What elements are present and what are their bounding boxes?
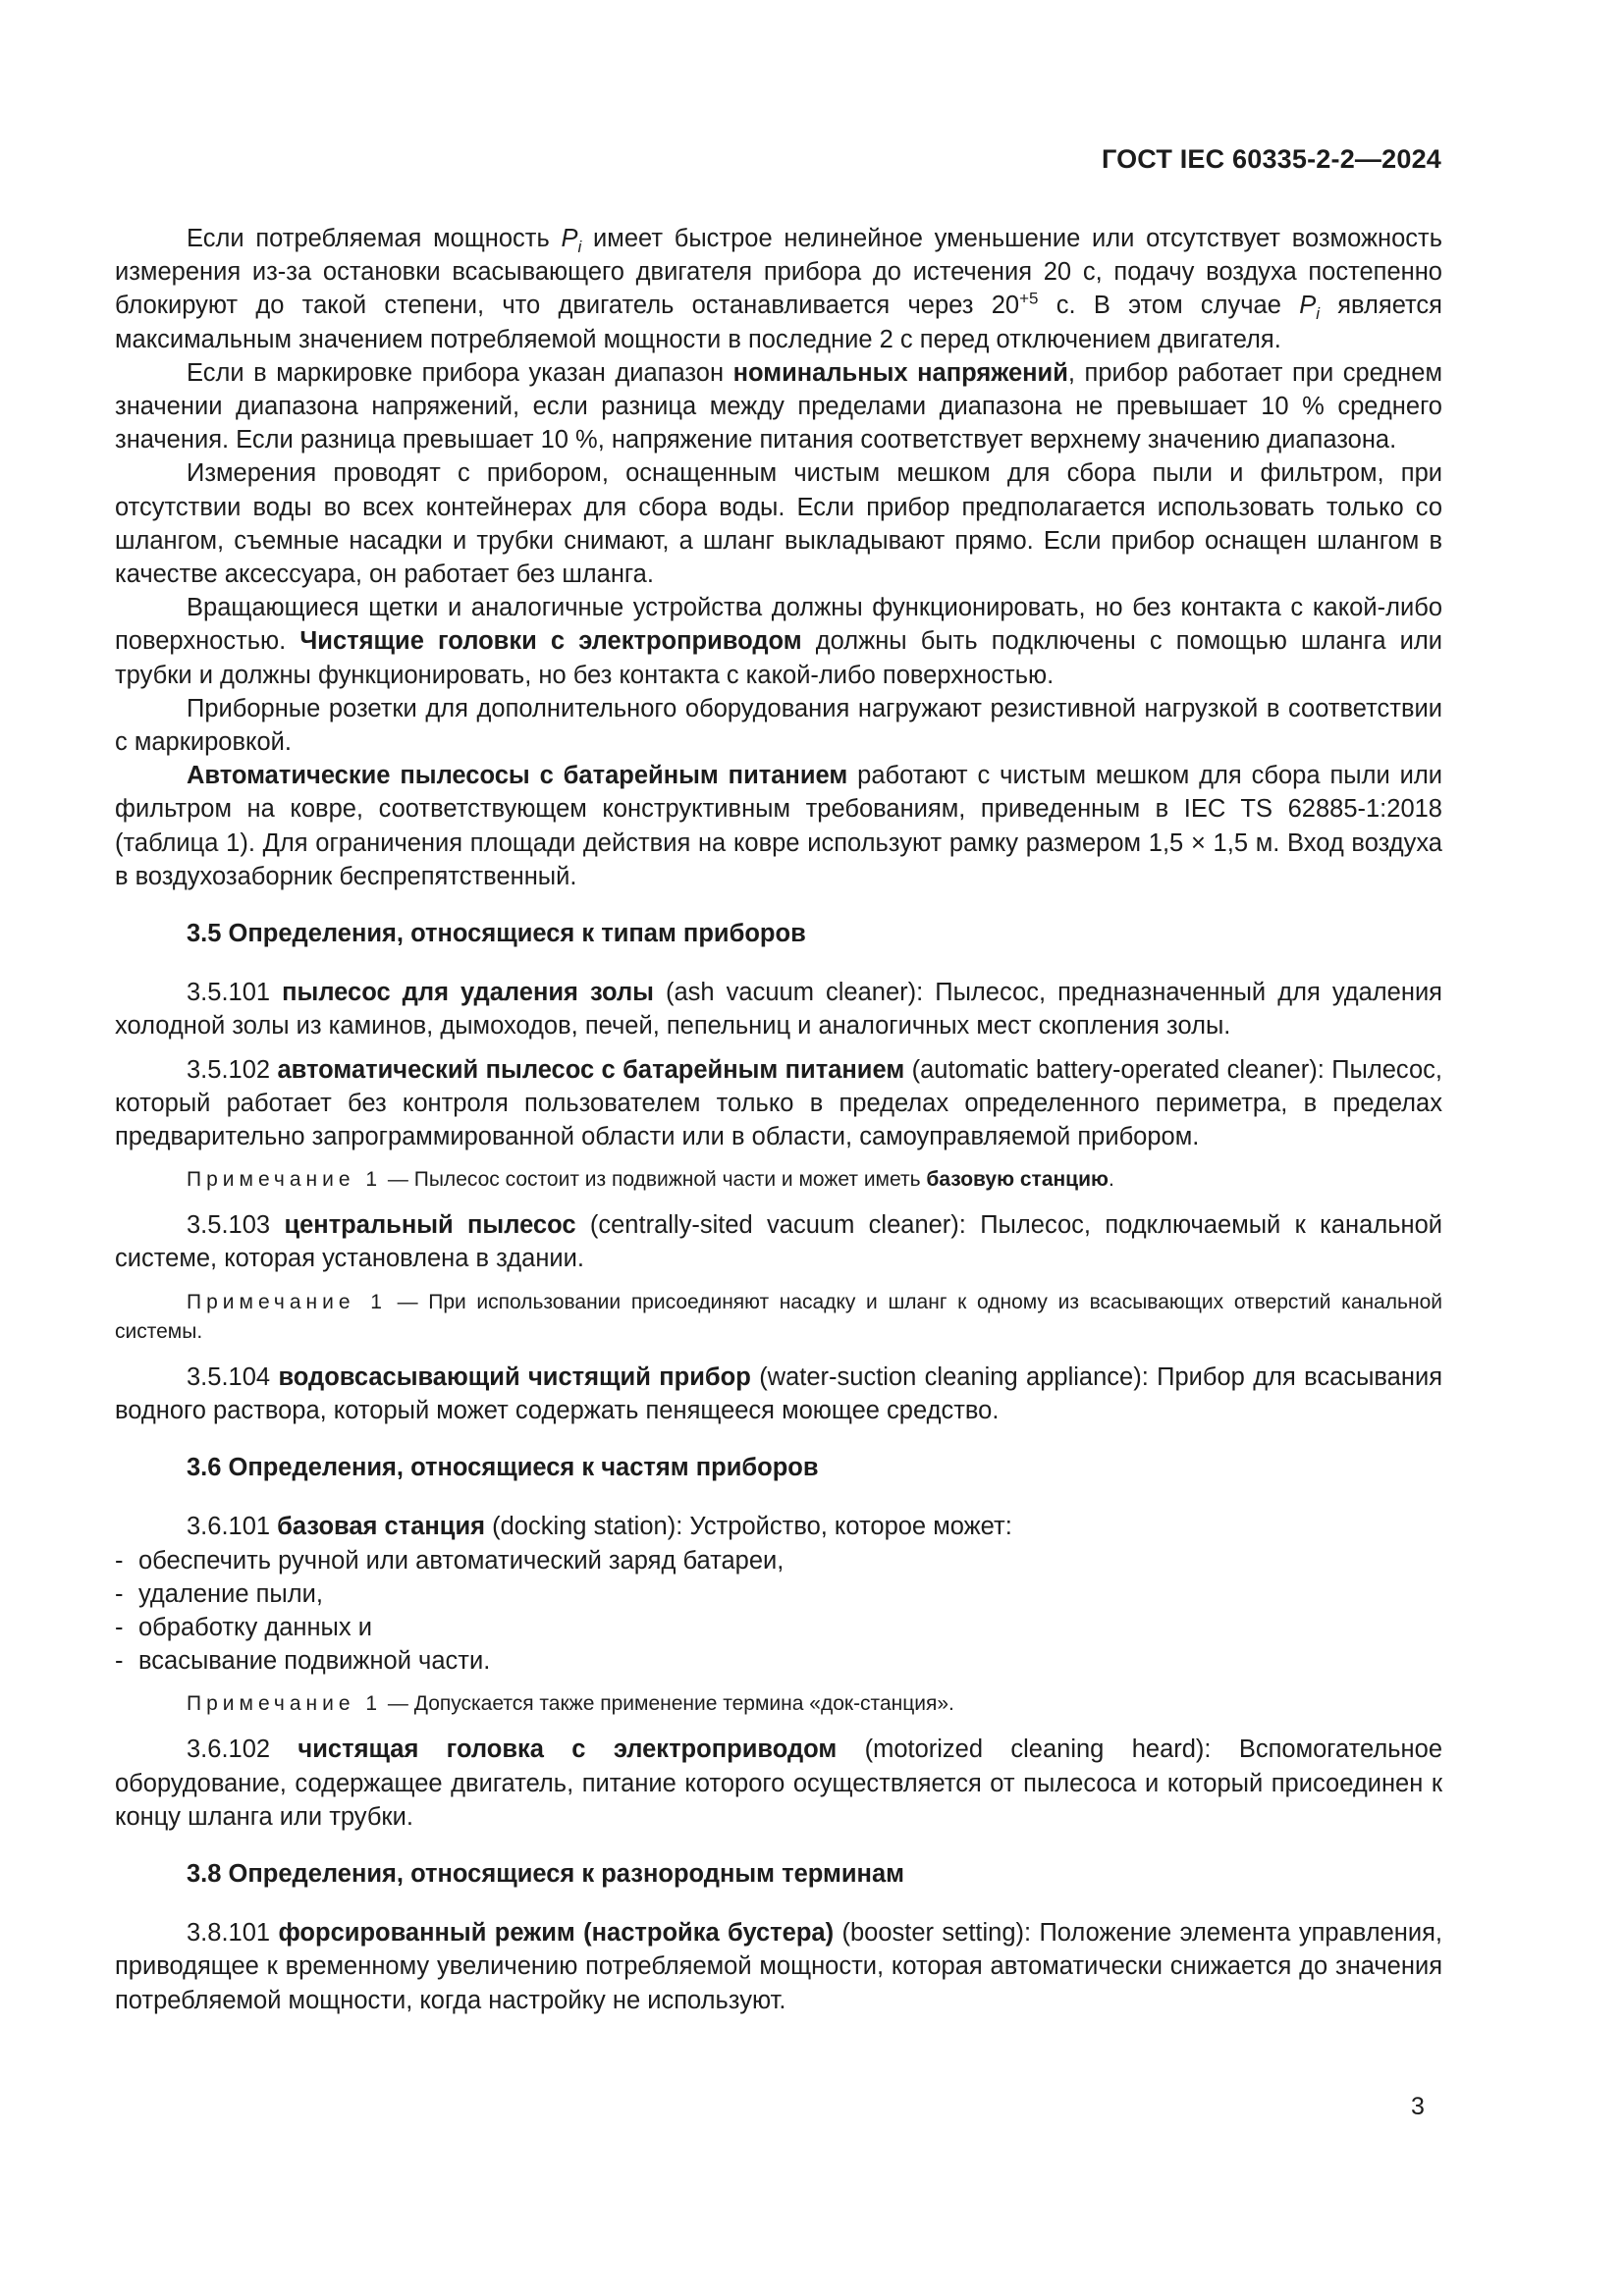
section-heading-3-5: 3.5 Определения, относящиеся к типам приборов xyxy=(187,920,806,948)
list-item: - обработку данных и xyxy=(115,1613,372,1641)
document-header: ГОСТ IEC 60335-2-2—2024 xyxy=(1101,144,1441,174)
definition-3-5-103: 3.5.103 центральный пылесос (centrally-sited vacuum cleaner): Пылесос, подключаемый к канальной системе, которая установлена в здании. xyxy=(115,1211,1442,1273)
section-heading-3-6: 3.6 Определения, относящиеся к частям приборов xyxy=(187,1454,819,1482)
definition-3-5-101: 3.5.101 пылесос для удаления золы (ash vacuum cleaner): Пылесос, предназначенный для удаления холодной золы из каминов, дымоходов, печей, пепельниц и аналогичных мест скопления золы. xyxy=(115,979,1442,1041)
paragraph-automatic-cleaners: Автоматические пылесосы с батарейным питанием работают с чистым мешком для сбора пыли или фильтром на ковре, соответствующем конструктивным требованиям, приведенным в IEC TS 62885-1:2018 (таблица 1). Для ограничения площади действия на ковре используют рамку размером 1,5 × 1,5 м. Вход воздуха в воздухозаборник беспрепятственный. xyxy=(115,762,1442,890)
paragraph-rotating-brushes: Вращающиеся щетки и аналогичные устройства должны функционировать, но без контакта с какой-либо поверхностью. Чистящие головки с электроприводом должны быть подключены с помощью шланга или трубки и должны функционировать, но без контакта с какой-либо поверхностью. xyxy=(115,594,1442,689)
list-item: - обеспечить ручной или автоматический заряд батареи, xyxy=(115,1546,785,1575)
list-item: - всасывание подвижной части. xyxy=(115,1647,491,1676)
list-item: - удаление пыли, xyxy=(115,1579,323,1608)
page-number: 3 xyxy=(1411,2093,1425,2120)
note-3-5-102: Примечание 1 — Пылесос состоит из подвижной части и может иметь базовую станцию. xyxy=(187,1168,1114,1192)
definition-3-5-102: 3.5.102 автоматический пылесос с батарейным питанием (automatic battery-operated cleaner): Пылесос, который работает без контроля пользователем только в пределах определенного периметра, в пределах предварительно запрограммированной области или в области, самоуправляемой прибором. xyxy=(115,1055,1442,1151)
definition-3-5-104: 3.5.104 водовсасывающий чистящий прибор (water-suction cleaning appliance): Прибор для всасывания водного раствора, который может содержать пенящееся моющее средство. xyxy=(115,1362,1443,1424)
paragraph-input-power: Если потребляемая мощность $P_i$ имеет быстрое нелинейное уменьшение или отсутствует возможность измерения из-за остановки всасывающего двигателя прибора до истечения 20 с, подачу воздуха постепенно блокируют до такой степени, что двигатель останавливается через $20^{+5}$ с. В этом случае $P_i$ является максимальным значением потребляемой мощности в последние 2 с перед отключением двигателя. xyxy=(115,225,1443,353)
paragraph-rated-voltage: Если в маркировке прибора указан диапазон номинальных напряжений, прибор работает при среднем значении диапазона напряжений, если разница между пределами диапазона не превышает 10 % среднего значения. Если разница превышает 10 %, напряжение питания соответствует верхнему значению диапазона. xyxy=(115,358,1442,454)
definition-3-6-101: 3.6.101 базовая станция (docking station): Устройство, которое может: xyxy=(187,1513,1012,1541)
note-3-5-103: Примечание 1 — При использовании присоединяют насадку и шланг к одному из всасывающих отверстий канальной системы. xyxy=(115,1290,1442,1343)
section-heading-3-8: 3.8 Определения, относящиеся к разнородным терминам xyxy=(187,1859,904,1888)
definition-3-6-102: 3.6.102 чистящая головка с электроприводом (motorized cleaning heard): Вспомогательное оборудование, содержащее двигатель, питание которого осуществляется от пылесоса и который присоединен к концу шланга или трубки. xyxy=(115,1735,1442,1831)
note-3-6-101: Примечание 1 — Допускается также применение термина «док-станция». xyxy=(187,1692,954,1716)
document-body xyxy=(115,222,1442,2017)
paragraph-measurements: Измерения проводят с прибором, оснащенным чистым мешком для сбора пыли и фильтром, при отсутствии воды во всех контейнерах для сбора воды. Если прибор предполагается использовать только со шлангом, съемные насадки и трубки снимают, а шланг выкладывают прямо. Если прибор оснащен шлангом в качестве аксессуара, он работает без шланга. xyxy=(115,459,1442,589)
paragraph-socket-outlets: Приборные розетки для дополнительного оборудования нагружают резистивной нагрузкой в соответствии с маркировкой. xyxy=(115,694,1442,757)
definition-3-8-101: 3.8.101 форсированный режим (настройка бустера) (booster setting): Положение элемента управления, приводящее к временному увеличению потребляемой мощности, которая автоматически снижается до значения потребляемой мощности, когда настройку не используют. xyxy=(115,1919,1443,2014)
